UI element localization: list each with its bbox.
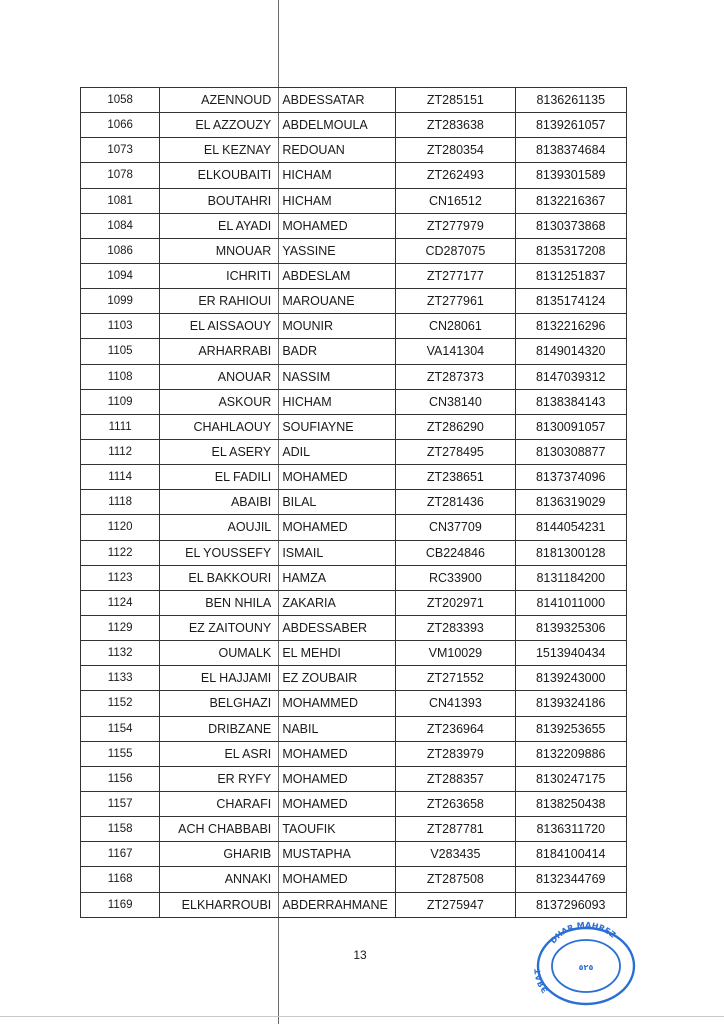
- last-name: ER RYFY: [217, 771, 272, 786]
- cell-id-card: CN38140: [396, 389, 515, 414]
- cell-number: 1156: [81, 766, 160, 791]
- first-name: MOHAMED: [282, 771, 348, 786]
- cell-number: 1094: [81, 263, 160, 288]
- cell-name: [160, 490, 396, 515]
- cell-code: 8132344769: [515, 867, 627, 892]
- cell-code: 8184100414: [515, 842, 627, 867]
- first-name: MUSTAPHA: [282, 847, 351, 862]
- cell-name: [160, 817, 396, 842]
- cell-code: 8144054231: [515, 515, 627, 540]
- last-name: EL ASRI: [224, 746, 272, 761]
- table-row: [81, 817, 627, 842]
- cell-code: 8136319029: [515, 490, 627, 515]
- cell-number: 1112: [81, 439, 160, 464]
- table-row: [81, 364, 627, 389]
- cell-name: [160, 414, 396, 439]
- last-name: EL AISSAOUY: [189, 319, 272, 334]
- cell-name: [160, 766, 396, 791]
- cell-id-card: ZT277979: [396, 213, 515, 238]
- first-name: MOHAMMED: [282, 696, 359, 711]
- first-name: MOHAMED: [282, 872, 348, 887]
- cell-name: [160, 364, 396, 389]
- cell-code: 8132209886: [515, 741, 627, 766]
- cell-code: 8138384143: [515, 389, 627, 414]
- cell-id-card: VA141304: [396, 339, 515, 364]
- cell-id-card: ZT287781: [396, 817, 515, 842]
- cell-number: 1086: [81, 238, 160, 263]
- cell-number: 1123: [81, 565, 160, 590]
- cell-id-card: ZT281436: [396, 490, 515, 515]
- cell-id-card: ZT263658: [396, 791, 515, 816]
- table-row: [81, 188, 627, 213]
- cell-id-card: ZT283638: [396, 113, 515, 138]
- table-row: [81, 314, 627, 339]
- table-row: [81, 892, 627, 917]
- cell-name: [160, 163, 396, 188]
- last-name: BEN NHILA: [205, 595, 272, 610]
- cell-number: 1118: [81, 490, 160, 515]
- cell-code: 8137296093: [515, 892, 627, 917]
- last-name: EZ ZAITOUNY: [188, 621, 272, 636]
- cell-id-card: ZT277961: [396, 289, 515, 314]
- table-row: [81, 163, 627, 188]
- roster-table-body: [81, 88, 627, 918]
- cell-id-card: ZT287373: [396, 364, 515, 389]
- first-name: EL MEHDI: [282, 646, 341, 661]
- table-row: [81, 88, 627, 113]
- cell-number: 1169: [81, 892, 160, 917]
- cell-id-card: CN41393: [396, 691, 515, 716]
- cell-number: 1120: [81, 515, 160, 540]
- cell-number: 1084: [81, 213, 160, 238]
- cell-name: [160, 289, 396, 314]
- cell-code: 8139243000: [515, 666, 627, 691]
- last-name: ANOUAR: [217, 369, 272, 384]
- cell-name: [160, 339, 396, 364]
- last-name: EL BAKKOURI: [188, 570, 272, 585]
- page-bottom-edge: [0, 1016, 724, 1017]
- cell-name: [160, 641, 396, 666]
- table-row: [81, 615, 627, 640]
- cell-number: 1155: [81, 741, 160, 766]
- table-row: [81, 791, 627, 816]
- cell-id-card: ZT283393: [396, 615, 515, 640]
- table-row: [81, 289, 627, 314]
- first-name: EZ ZOUBAIR: [282, 671, 358, 686]
- cell-code: 8139301589: [515, 163, 627, 188]
- cell-name: [160, 465, 396, 490]
- first-name: MOHAMED: [282, 520, 348, 535]
- last-name: EL AZZOUZY: [195, 118, 272, 133]
- last-name: ER RAHIOUI: [198, 294, 272, 309]
- cell-code: 8139325306: [515, 615, 627, 640]
- table-row: [81, 238, 627, 263]
- cell-id-card: ZT271552: [396, 666, 515, 691]
- last-name: EL KEZNAY: [203, 143, 272, 158]
- cell-id-card: ZT278495: [396, 439, 515, 464]
- cell-code: 8181300128: [515, 540, 627, 565]
- last-name: ICHRITI: [226, 269, 272, 284]
- cell-number: 1168: [81, 867, 160, 892]
- cell-id-card: ZT286290: [396, 414, 515, 439]
- cell-number: 1167: [81, 842, 160, 867]
- cell-id-card: ZT238651: [396, 465, 515, 490]
- cell-number: 1114: [81, 465, 160, 490]
- first-name: ABDESSABER: [282, 621, 368, 636]
- cell-number: 1129: [81, 615, 160, 640]
- first-name: BADR: [282, 344, 318, 359]
- first-name: MOHAMED: [282, 797, 348, 811]
- cell-number: 1152: [81, 691, 160, 716]
- last-name: AOUJIL: [227, 520, 272, 535]
- first-name: ABDERRAHMANE: [282, 897, 388, 912]
- cell-id-card: ZT277177: [396, 263, 515, 288]
- table-row: [81, 439, 627, 464]
- cell-number: 1066: [81, 113, 160, 138]
- table-row: [81, 842, 627, 867]
- cell-name: [160, 590, 396, 615]
- cell-code: 8132216367: [515, 188, 627, 213]
- first-name: TAOUFIK: [282, 822, 336, 837]
- cell-number: 1105: [81, 339, 160, 364]
- table-row: [81, 716, 627, 741]
- cell-number: 1157: [81, 791, 160, 816]
- last-name: CHARAFI: [216, 797, 272, 811]
- cell-code: 8130091057: [515, 414, 627, 439]
- cell-number: 1081: [81, 188, 160, 213]
- table-row: [81, 666, 627, 691]
- table-row: [81, 565, 627, 590]
- cell-name: [160, 138, 396, 163]
- first-name: ADIL: [282, 445, 311, 460]
- first-name: ABDELMOULA: [282, 118, 368, 133]
- first-name: BILAL: [282, 495, 317, 510]
- first-name: MOHAMED: [282, 218, 348, 233]
- cell-code: 8136261135: [515, 88, 627, 113]
- cell-code: 8130373868: [515, 213, 627, 238]
- cell-id-card: ZT236964: [396, 716, 515, 741]
- last-name: EL FADILI: [214, 470, 272, 485]
- first-name: SOUFIAYNE: [282, 419, 354, 434]
- cell-number: 1158: [81, 817, 160, 842]
- first-name: ZAKARIA: [282, 595, 336, 610]
- last-name: CHAHLAOUY: [193, 419, 272, 434]
- cell-code: 8147039312: [515, 364, 627, 389]
- cell-name: [160, 389, 396, 414]
- cell-code: 8138250438: [515, 791, 627, 816]
- cell-code: 8139261057: [515, 113, 627, 138]
- cell-id-card: ZT285151: [396, 88, 515, 113]
- cell-name: [160, 238, 396, 263]
- first-name: HICHAM: [282, 394, 332, 409]
- cell-name: [160, 88, 396, 113]
- cell-number: 1099: [81, 289, 160, 314]
- cell-name: [160, 867, 396, 892]
- first-name: HICHAM: [282, 168, 332, 183]
- last-name: ASKOUR: [218, 394, 272, 409]
- cell-number: 1058: [81, 88, 160, 113]
- last-name: OUMALK: [218, 646, 272, 661]
- cell-name: [160, 842, 396, 867]
- first-name: MOHAMED: [282, 746, 348, 761]
- stamp-text-left: ЭЯАТ: [533, 968, 550, 995]
- cell-name: [160, 213, 396, 238]
- cell-id-card: ZT262493: [396, 163, 515, 188]
- cell-number: 1073: [81, 138, 160, 163]
- table-row: [81, 414, 627, 439]
- cell-id-card: ZT283979: [396, 741, 515, 766]
- cell-code: 8139253655: [515, 716, 627, 741]
- cell-id-card: RC33900: [396, 565, 515, 590]
- last-name: BELGHAZI: [209, 696, 272, 711]
- table-row: [81, 213, 627, 238]
- cell-id-card: ZT275947: [396, 892, 515, 917]
- cell-code: 8149014320: [515, 339, 627, 364]
- cell-code: 8131251837: [515, 263, 627, 288]
- table-row: [81, 590, 627, 615]
- cell-number: 1122: [81, 540, 160, 565]
- cell-name: [160, 188, 396, 213]
- cell-code: 8138374684: [515, 138, 627, 163]
- table-row: [81, 540, 627, 565]
- last-name: ACH CHABBABI: [178, 822, 272, 837]
- cell-code: 1513940434: [515, 641, 627, 666]
- table-row: [81, 389, 627, 414]
- cell-id-card: ZT288357: [396, 766, 515, 791]
- cell-id-card: CN28061: [396, 314, 515, 339]
- cell-id-card: ZT287508: [396, 867, 515, 892]
- first-name: MOUNIR: [282, 319, 334, 334]
- cell-id-card: CN16512: [396, 188, 515, 213]
- cell-id-card: V283435: [396, 842, 515, 867]
- cell-name: [160, 666, 396, 691]
- cell-name: [160, 716, 396, 741]
- last-name: ANNAKI: [224, 872, 272, 887]
- cell-number: 1103: [81, 314, 160, 339]
- cell-code: 8141011000: [515, 590, 627, 615]
- first-name: ABDESSATAR: [282, 93, 365, 108]
- cell-name: [160, 791, 396, 816]
- page-number: 13: [353, 948, 367, 962]
- table-row: [81, 515, 627, 540]
- cell-number: 1132: [81, 641, 160, 666]
- table-row: [81, 766, 627, 791]
- cell-code: 8131184200: [515, 565, 627, 590]
- table-row: [81, 339, 627, 364]
- cell-code: 8139324186: [515, 691, 627, 716]
- cell-number: 1108: [81, 364, 160, 389]
- cell-number: 1111: [81, 414, 160, 439]
- cell-number: 1124: [81, 590, 160, 615]
- table-row: [81, 465, 627, 490]
- last-name: DRIBZANE: [208, 721, 272, 736]
- cell-id-card: CB224846: [396, 540, 515, 565]
- cell-name: [160, 741, 396, 766]
- cell-name: [160, 113, 396, 138]
- cell-name: [160, 615, 396, 640]
- cell-code: 8136311720: [515, 817, 627, 842]
- first-name: NABIL: [282, 721, 319, 736]
- cell-id-card: VM10029: [396, 641, 515, 666]
- cell-code: 8130308877: [515, 439, 627, 464]
- first-name: ABDESLAM: [282, 269, 351, 284]
- last-name: ARHARRABI: [198, 344, 272, 359]
- cell-id-card: CN37709: [396, 515, 515, 540]
- table-row: [81, 263, 627, 288]
- stamp-text-center: ٥٢٥: [578, 963, 594, 972]
- last-name: ELKHARROUBI: [181, 897, 272, 912]
- last-name: AZENNOUD: [201, 93, 272, 108]
- cell-name: [160, 439, 396, 464]
- first-name: ISMAIL: [282, 545, 324, 560]
- first-name: MOHAMED: [282, 470, 348, 485]
- first-name: REDOUAN: [282, 143, 345, 158]
- last-name: GHARIB: [223, 847, 272, 862]
- last-name: EL YOUSSEFY: [185, 545, 272, 560]
- last-name: MNOUAR: [215, 243, 272, 258]
- stamp-text-top: DHAR MAHREZ: [548, 920, 618, 946]
- table-row: [81, 741, 627, 766]
- cell-name: [160, 892, 396, 917]
- cell-number: 1154: [81, 716, 160, 741]
- last-name: EL AYADI: [218, 218, 272, 233]
- cell-name: [160, 515, 396, 540]
- cell-code: 8132216296: [515, 314, 627, 339]
- first-name: HICHAM: [282, 193, 332, 208]
- cell-name: [160, 691, 396, 716]
- table-row: [81, 138, 627, 163]
- last-name: ELKOUBAITI: [197, 168, 272, 183]
- cell-name: [160, 314, 396, 339]
- cell-number: 1078: [81, 163, 160, 188]
- table-row: [81, 867, 627, 892]
- table-row: [81, 641, 627, 666]
- first-name: HAMZA: [282, 570, 327, 585]
- cell-number: 1109: [81, 389, 160, 414]
- cell-code: 8135317208: [515, 238, 627, 263]
- roster-table: [80, 87, 627, 918]
- table-row: [81, 691, 627, 716]
- cell-name: [160, 540, 396, 565]
- cell-id-card: CD287075: [396, 238, 515, 263]
- cell-code: 8130247175: [515, 766, 627, 791]
- table-row: [81, 113, 627, 138]
- cell-number: 1133: [81, 666, 160, 691]
- official-stamp-icon: [526, 918, 644, 1006]
- cell-id-card: ZT280354: [396, 138, 515, 163]
- cell-code: 8137374096: [515, 465, 627, 490]
- first-name: NASSIM: [282, 369, 331, 384]
- last-name: ABAIBI: [230, 495, 272, 510]
- last-name: EL ASERY: [211, 445, 272, 460]
- cell-id-card: ZT202971: [396, 590, 515, 615]
- cell-name: [160, 565, 396, 590]
- cell-name: [160, 263, 396, 288]
- last-name: EL HAJJAMI: [200, 671, 272, 686]
- table-row: [81, 490, 627, 515]
- last-name: BOUTAHRI: [207, 193, 272, 208]
- cell-code: 8135174124: [515, 289, 627, 314]
- first-name: MAROUANE: [282, 294, 355, 309]
- first-name: YASSINE: [282, 243, 336, 258]
